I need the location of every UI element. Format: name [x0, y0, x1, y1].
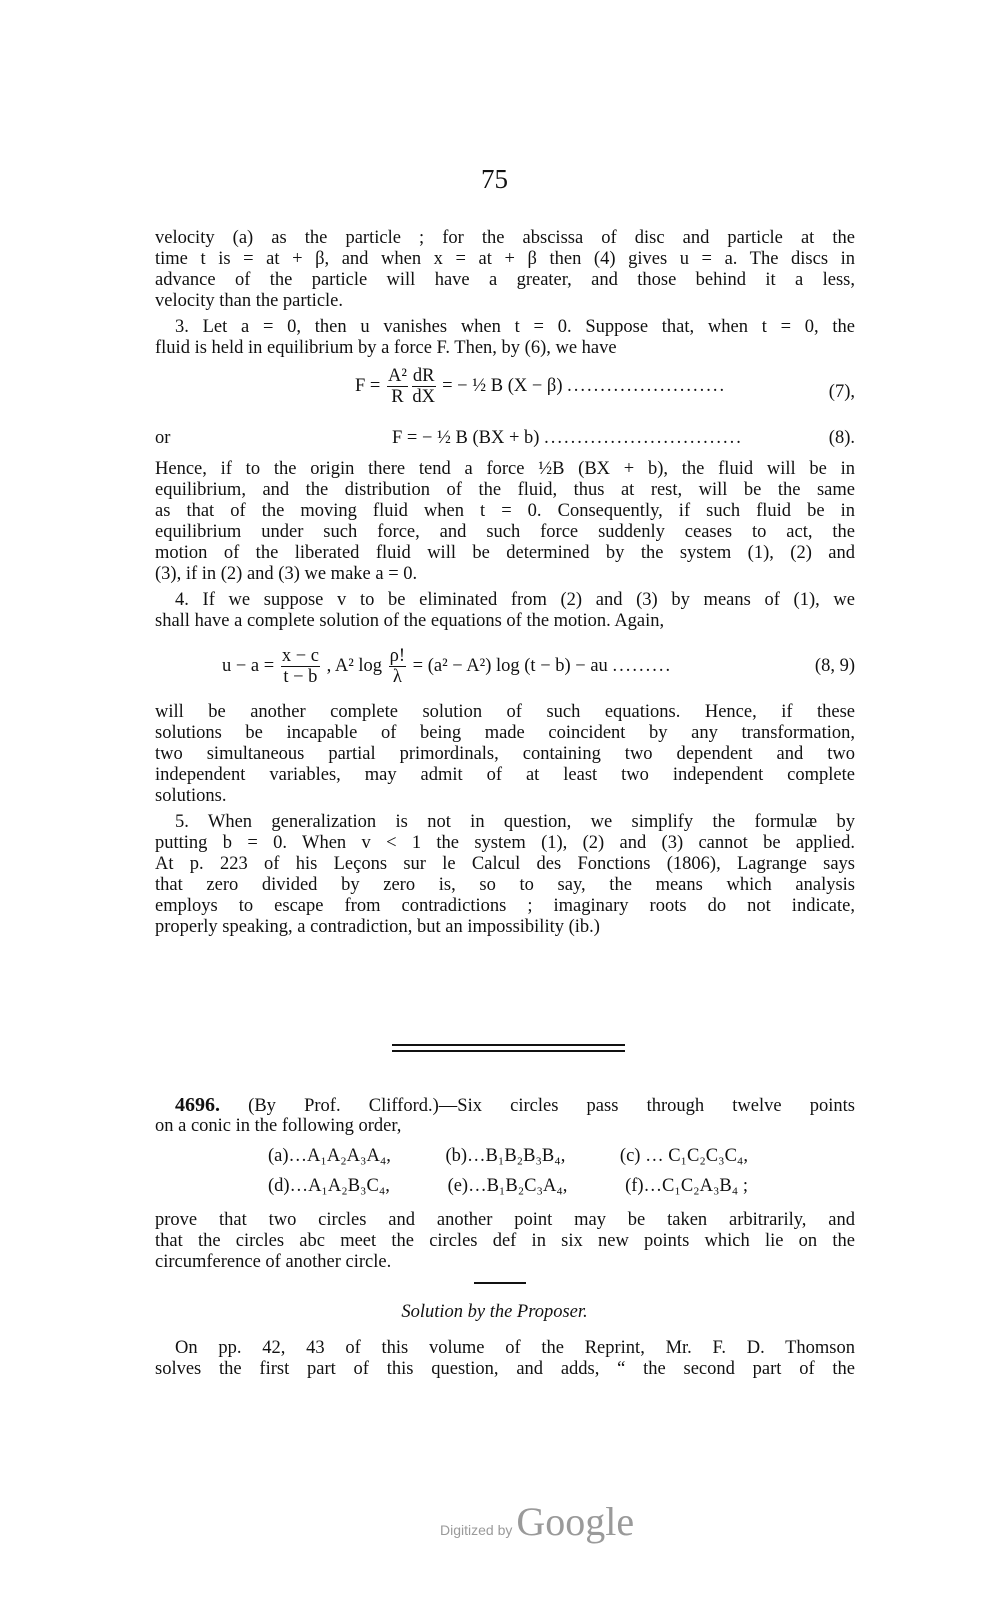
- text-line: as that of the moving fluid when t = 0. Consequently, if such fluid be in: [155, 501, 855, 521]
- equation-label-8-9: (8, 9): [814, 656, 855, 676]
- eq7-leader-dots: ........................: [567, 375, 727, 396]
- eq7-lhs: F =: [355, 375, 381, 396]
- equation-label-7: (7),: [828, 382, 855, 402]
- eq7-num1: A²: [387, 366, 407, 386]
- eq7-fraction-1: [387, 366, 408, 407]
- order-e: (e)…B₁B₂C₃A₄,: [447, 1176, 568, 1196]
- short-divider: [474, 1282, 526, 1284]
- text-line: At p. 223 of his Leçons sur le Calcul des Fonctions (1806), Lagrange says: [155, 854, 855, 874]
- section-divider-top: [392, 1044, 625, 1046]
- text-line: 3. Let a = 0, then u vanishes when t = 0. Suppose that, when t = 0, the: [175, 317, 855, 337]
- question-intro: (By Prof. Clifford.)—Six circles pass through twelve points: [248, 1096, 855, 1116]
- text-line: solutions.: [155, 786, 227, 806]
- text-line: velocity than the particle.: [155, 291, 344, 311]
- order-d: (d)…A₁A₂B₃C₄,: [268, 1176, 390, 1196]
- watermark-logo-text: Google: [516, 1499, 635, 1544]
- eq89-rhs: = (a² − A²) log (t − b) − au: [412, 655, 608, 676]
- section-divider-bottom: [392, 1050, 625, 1052]
- text-line: two simultaneous partial primordinals, containing two dependent and two: [155, 744, 855, 764]
- eq7-rhs: = − ½ B (X − β): [442, 375, 563, 396]
- order-a: (a)…A₁A₂A₃A₄,: [268, 1146, 391, 1166]
- eq8-body: F = − ½ B (BX + b): [392, 428, 540, 448]
- text-line: time t is = at + β, and when x = at + β then (4) gives u = a. The discs in: [155, 249, 855, 269]
- eq7-num2: dR: [412, 366, 435, 386]
- text-line: 5. When generalization is not in question, we simplify the formulæ by: [175, 812, 855, 832]
- eq7-fraction-2: [412, 366, 436, 407]
- text-line: shall have a complete solution of the equations of the motion. Again,: [155, 611, 665, 631]
- text-line: fluid is held in equilibrium by a force F. Then, by (6), we have: [155, 338, 617, 358]
- question-number: 4696.: [175, 1094, 220, 1116]
- eq8-prefix: or: [155, 428, 171, 448]
- page-number: 75: [481, 164, 508, 194]
- text-line: 4. If we suppose v to be eliminated from (2) and (3) by means of (1), we: [175, 590, 855, 610]
- eq89-num2: ρ!: [389, 646, 406, 666]
- text-line: will be another complete solution of such equations. Hence, if these: [155, 702, 855, 722]
- equation-8: [392, 428, 743, 449]
- text-line: motion of the liberated fluid will be determined by the system (1), (2) and: [155, 543, 855, 563]
- circle-orders-row-1: [268, 1146, 748, 1167]
- eq89-lhs: u − a =: [222, 655, 275, 676]
- text-line: Hence, if to the origin there tend a force ½B (BX + b), the fluid will be in: [155, 459, 855, 479]
- text-line: properly speaking, a contradiction, but an impossibility (ib.): [155, 917, 600, 937]
- watermark-small-text: Digitized by: [440, 1522, 513, 1538]
- order-f: (f)…C₁C₂A₃B₄ ;: [625, 1176, 748, 1196]
- text-line: equilibrium, and the distribution of the fluid, thus at rest, will be the same: [155, 480, 855, 500]
- text-line: that the circles abc meet the circles def in six new points which lie on the: [155, 1231, 855, 1251]
- text-line: prove that two circles and another point may be taken arbitrarily, and: [155, 1210, 855, 1230]
- text-line: solves the first part of this question, and adds, “ the second part of the: [155, 1359, 855, 1379]
- text-line: solutions be incapable of being made coincident by any transformation,: [155, 723, 855, 743]
- text-line: that zero divided by zero is, so to say, the means which analysis: [155, 875, 855, 895]
- text-line: velocity (a) as the particle ; for the abscissa of disc and particle at the: [155, 228, 855, 248]
- eq89-leader-dots: .........: [612, 655, 673, 676]
- text-line: equilibrium under such force, and such force suddenly ceases to act, the: [155, 522, 855, 542]
- eq89-mid: , A² log: [326, 655, 383, 676]
- text-line: advance of the particle will have a greater, and those behind it a less,: [155, 270, 855, 290]
- equation-7: [355, 366, 726, 407]
- order-b: (b)…B₁B₂B₃B₄,: [445, 1146, 566, 1166]
- google-watermark: [440, 1498, 634, 1545]
- order-c: (c) … C₁C₂C₃C₄,: [619, 1146, 748, 1166]
- eq89-den2: λ: [392, 667, 402, 687]
- text-line: (3), if in (2) and (3) we make a = 0.: [155, 564, 418, 584]
- equation-label-8: (8).: [828, 428, 855, 448]
- eq7-den1: R: [391, 387, 404, 407]
- eq8-leader-dots: ..............................: [544, 428, 743, 448]
- eq89-den1: t − b: [283, 667, 318, 687]
- eq89-fraction-1: [281, 646, 320, 687]
- question-header: [175, 1095, 855, 1117]
- text-line: independent variables, may admit of at least two independent complete: [155, 765, 855, 785]
- text-line: circumference of another circle.: [155, 1252, 392, 1272]
- text-line: putting b = 0. When v < 1 the system (1), (2) and (3) cannot be applied.: [155, 833, 855, 853]
- circle-orders-row-2: [268, 1176, 748, 1197]
- equation-8-9: [222, 646, 672, 687]
- text-line: On pp. 42, 43 of this volume of the Reprint, Mr. F. D. Thomson: [175, 1338, 855, 1358]
- text-line: on a conic in the following order,: [155, 1116, 402, 1136]
- eq7-den2: dX: [412, 387, 436, 407]
- eq89-fraction-2: [389, 646, 406, 687]
- text-line: employs to escape from contradictions ; imaginary roots do not indicate,: [155, 896, 855, 916]
- eq89-num1: x − c: [281, 646, 319, 666]
- solution-heading: Solution by the Proposer.: [401, 1302, 588, 1322]
